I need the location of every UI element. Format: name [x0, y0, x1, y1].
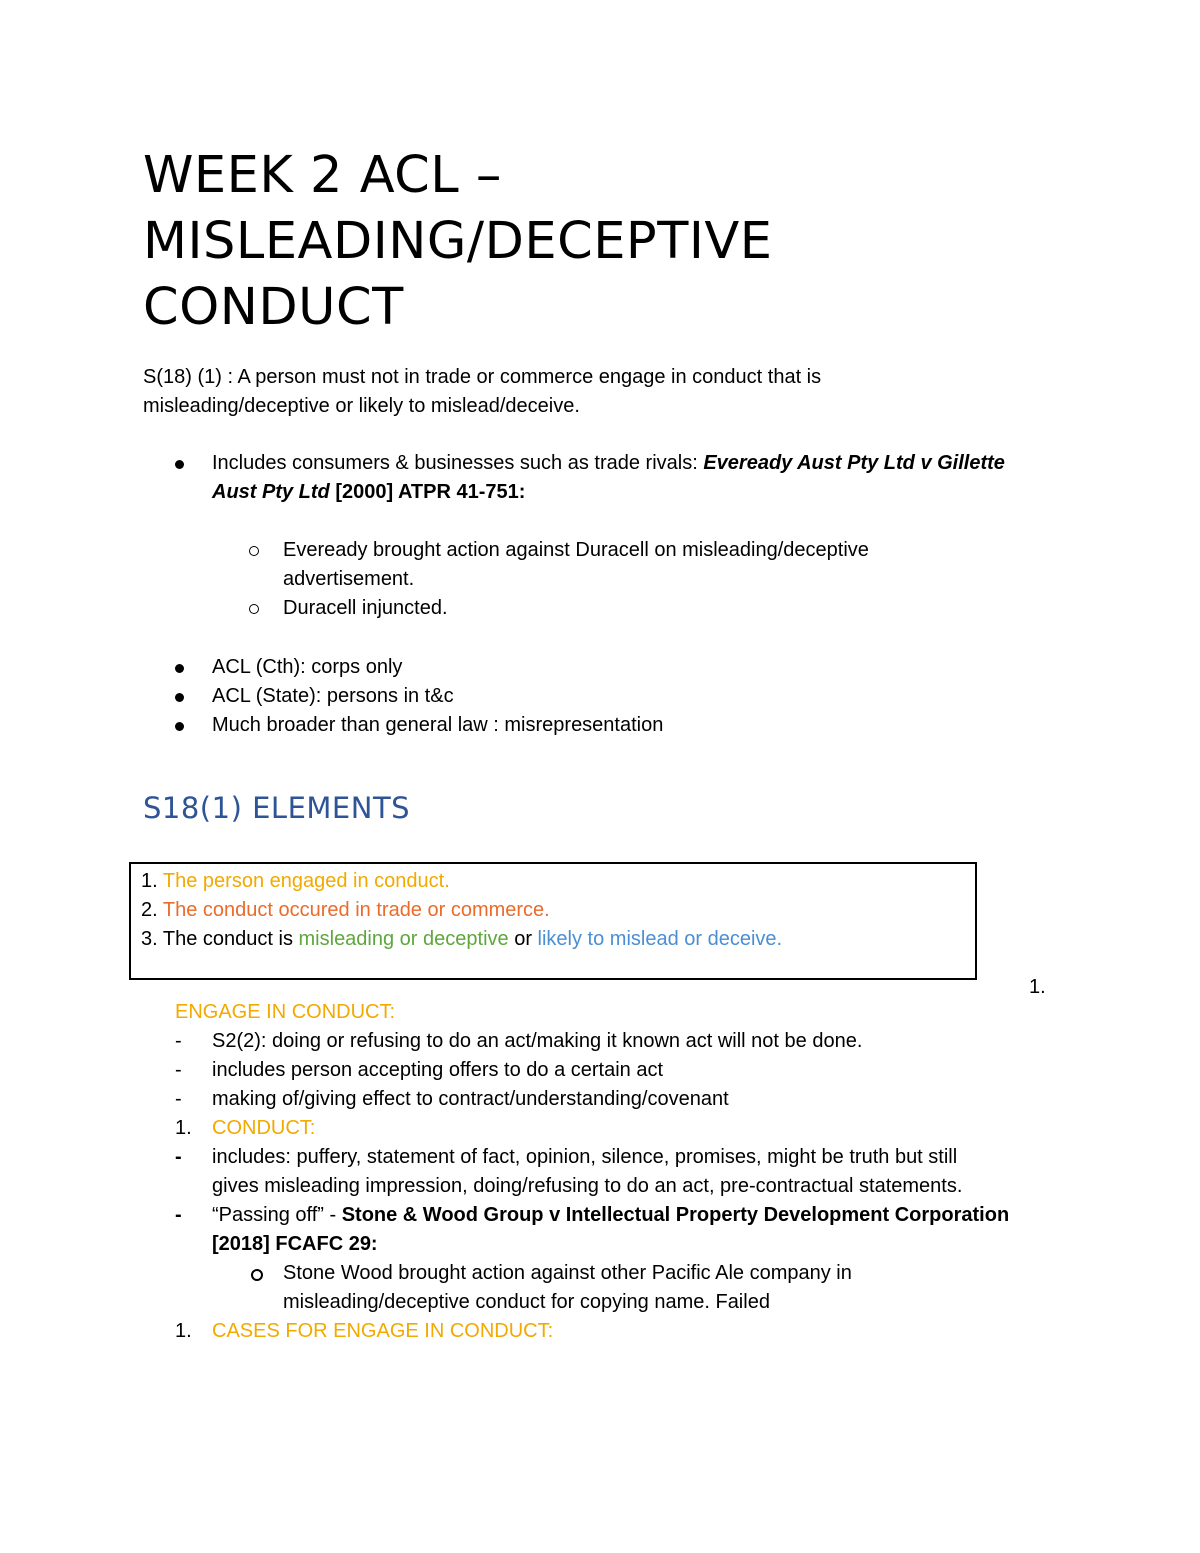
list-item-text: ACL (State): persons in t&c	[212, 685, 454, 707]
bullet-dot-icon	[175, 460, 184, 469]
element-text-blue: likely to mislead or deceive.	[537, 928, 783, 950]
sub-list-item	[175, 1259, 1075, 1317]
bullet-list-2	[160, 653, 1060, 740]
bullet-list-1	[160, 449, 1060, 652]
dash-item	[175, 1027, 1075, 1056]
subheading-cases: CASES FOR ENGAGE IN CONDUCT:	[212, 1320, 554, 1342]
case-name: Stone & Wood Group v Intellectual Property Development Corporation	[341, 1204, 1010, 1226]
dash-marker: -	[175, 1088, 182, 1110]
element-text: or	[508, 928, 538, 950]
hollow-bullet-icon	[249, 604, 259, 614]
dash-item	[175, 1201, 1075, 1259]
dash-item-text: “Passing off” -	[212, 1204, 342, 1226]
element-number: 1.	[141, 870, 158, 892]
sub-item-line: Duracell injuncted.	[283, 597, 448, 619]
subheading-engage: ENGAGE IN CONDUCT:	[175, 1001, 396, 1023]
sub-item-line: Eveready brought action against Duracell on misleading/deceptive	[283, 539, 869, 561]
elements-list	[141, 867, 782, 954]
dash-item-text: includes person accepting offers to do a certain act	[212, 1059, 664, 1081]
hollow-bullet-icon	[251, 1269, 263, 1281]
dash-item	[175, 1056, 1075, 1085]
list-number-marker: 1.	[1029, 976, 1046, 998]
dash-item-text: S2(2): doing or refusing to do an act/making it known act will not be done.	[212, 1030, 863, 1052]
page-title	[143, 143, 1043, 341]
elements-box	[129, 862, 977, 980]
element-text: The conduct is	[162, 928, 299, 950]
sub-item-line: misleading/deceptive conduct for copying name. Failed	[283, 1291, 770, 1313]
element-item	[141, 925, 782, 954]
list-item	[160, 682, 1060, 711]
list-item-text: Includes consumers & businesses such as trade rivals:	[212, 452, 704, 474]
intro-paragraph	[143, 363, 1043, 421]
bullet-dot-icon	[175, 693, 184, 702]
dash-item	[175, 1143, 1075, 1201]
case-name: Eveready Aust Pty Ltd v Gillette	[703, 452, 1005, 474]
item-number: 1.	[175, 1320, 192, 1342]
element-text-green: misleading or deceptive	[298, 928, 509, 950]
numbered-item	[175, 1317, 1075, 1346]
element-text: The person engaged in conduct.	[162, 870, 450, 892]
element-item	[141, 867, 782, 896]
case-name-cont: Aust Pty Ltd	[212, 481, 330, 503]
list-item-text: ACL (Cth): corps only	[212, 656, 403, 678]
list-item	[160, 711, 1060, 740]
subheading-conduct: CONDUCT:	[212, 1117, 316, 1139]
dash-item-text: includes: puffery, statement of fact, opinion, silence, promises, might be truth but still	[212, 1146, 958, 1168]
dash-item	[175, 1085, 1075, 1114]
dash-item-text: gives misleading impression, doing/refusing to do an act, pre-contractual statements.	[212, 1175, 963, 1197]
element-number: 2.	[141, 899, 158, 921]
case-citation: [2018] FCAFC 29:	[212, 1233, 378, 1255]
sub-list	[160, 536, 1060, 623]
element-number: 3.	[141, 928, 158, 950]
title-line-1: WEEK 2 ACL –	[143, 146, 502, 205]
list-item-text: Much broader than general law : misrepresentation	[212, 714, 664, 736]
list-item	[160, 449, 1060, 507]
item-number: 1.	[175, 1117, 192, 1139]
sub-list-item	[160, 594, 1060, 623]
dash-marker: -	[175, 1146, 182, 1168]
bullet-dot-icon	[175, 722, 184, 731]
conduct-section	[175, 998, 1075, 1346]
dash-item-text: making of/giving effect to contract/understanding/covenant	[212, 1088, 729, 1110]
sub-item-line: Stone Wood brought action against other Pacific Ale company in	[283, 1262, 852, 1284]
numbered-item	[175, 1114, 1075, 1143]
intro-line-2: misleading/deceptive or likely to mislead/deceive.	[143, 395, 580, 417]
dash-marker: -	[175, 1059, 182, 1081]
sub-item-line: advertisement.	[283, 568, 415, 590]
case-citation: [2000] ATPR 41-751:	[329, 481, 526, 503]
sub-list-item	[160, 536, 1060, 594]
element-item	[141, 896, 782, 925]
bullet-dot-icon	[175, 664, 184, 673]
dash-marker: -	[175, 1030, 182, 1052]
hollow-bullet-icon	[249, 546, 259, 556]
title-line-2: MISLEADING/DECEPTIVE	[143, 212, 773, 271]
dash-marker: -	[175, 1204, 182, 1226]
intro-line-1: S(18) (1) : A person must not in trade or commerce engage in conduct that is	[143, 366, 822, 388]
title-line-3: CONDUCT	[143, 278, 404, 337]
list-item	[160, 653, 1060, 682]
element-text: The conduct occured in trade or commerce.	[162, 899, 550, 921]
section-heading: S18(1) ELEMENTS	[143, 791, 411, 825]
